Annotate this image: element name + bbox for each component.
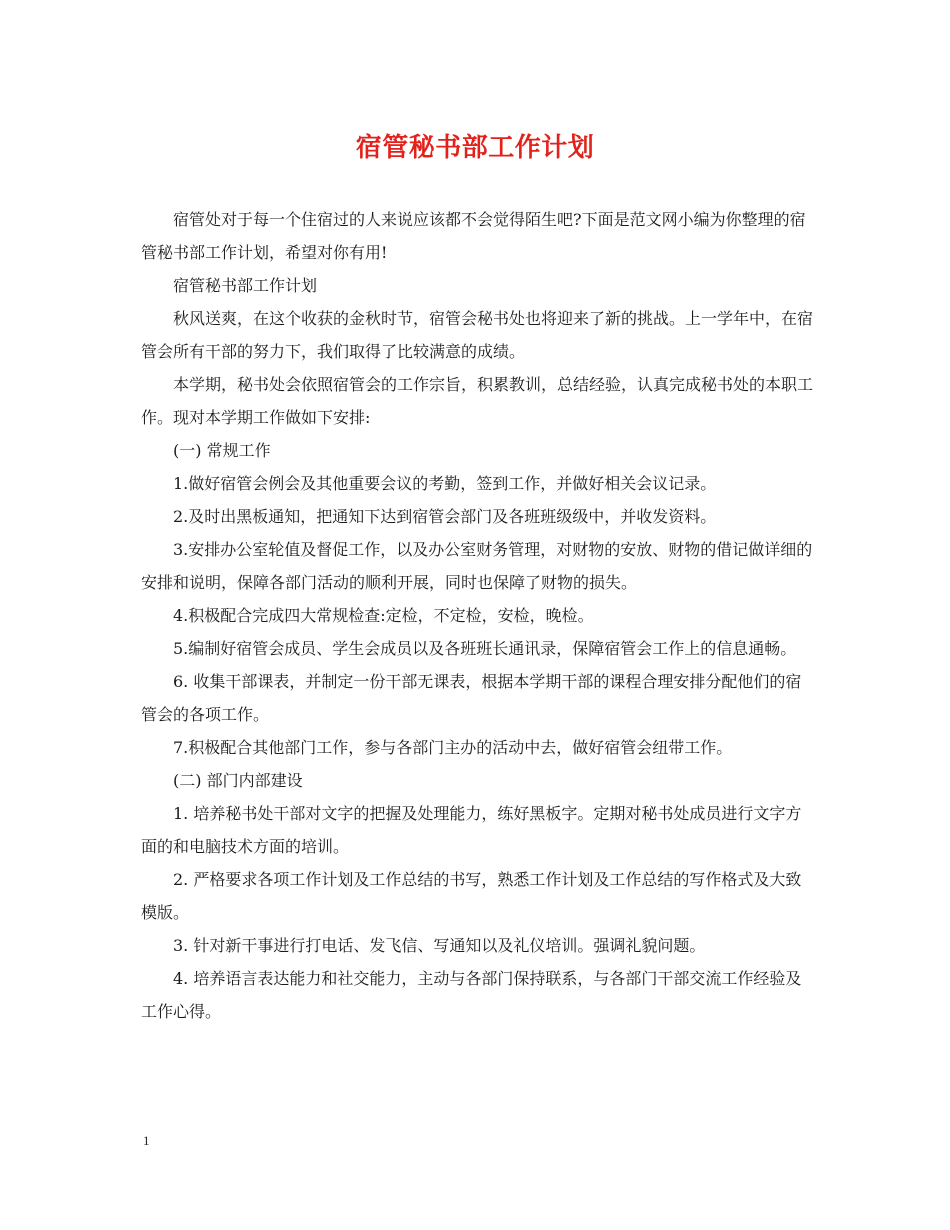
list-item: 4. 培养语言表达能力和社交能力，主动与各部门保持联系，与各部门干部交流工作经验及工作心得。 bbox=[141, 969, 802, 1021]
list-item: 1.做好宿管会例会及其他重要会议的考勤，签到工作，并做好相关会议记录。 bbox=[173, 474, 717, 493]
section-heading: (一) 常规工作 bbox=[173, 441, 271, 460]
list-item: 7.积极配合其他部门工作，参与各部门主办的活动中去，做好宿管会纽带工作。 bbox=[173, 738, 733, 757]
list-item: 3.安排办公室轮值及督促工作，以及办公室财务管理，对财物的安放、财物的借记做详细的安排和说明，保障各部门活动的顺利开展，同时也保障了财物的损失。 bbox=[141, 540, 813, 592]
list-item: 1. 培养秘书处干部对文字的把握及处理能力，练好黑板字。定期对秘书处成员进行文字方面的和电脑技术方面的培训。 bbox=[141, 804, 802, 856]
list-item: 6. 收集干部课表，并制定一份干部无课表，根据本学期干部的课程合理安排分配他们的宿管会的各项工作。 bbox=[141, 672, 802, 724]
paragraph: 宿管秘书部工作计划 bbox=[173, 276, 318, 295]
section-heading: (二) 部门内部建设 bbox=[173, 771, 303, 790]
list-item: 3. 针对新干事进行打电话、发飞信、写通知以及礼仪培训。强调礼貌问题。 bbox=[173, 936, 706, 955]
document-title: 宿管秘书部工作计划 bbox=[355, 133, 595, 163]
document-body bbox=[141, 203, 817, 1028]
paragraph: 本学期，秘书处会依照宿管会的工作宗旨，积累教训，总结经验，认真完成秘书处的本职工作。现对本学期工作做如下安排: bbox=[141, 375, 814, 427]
paragraph: 宿管处对于每一个住宿过的人来说应该都不会觉得陌生吧?下面是范文网小编为你整理的宿管秘书部工作计划，希望对你有用! bbox=[141, 210, 806, 262]
list-item: 2.及时出黑板通知，把通知下达到宿管会部门及各班班级级中，并收发资料。 bbox=[173, 507, 717, 526]
list-item: 2. 严格要求各项工作计划及工作总结的书写，熟悉工作计划及工作总结的写作格式及大致模版。 bbox=[141, 870, 802, 922]
paragraph: 秋风送爽，在这个收获的金秋时节，宿管会秘书处也将迎来了新的挑战。上一学年中，在宿管会所有干部的努力下，我们取得了比较满意的成绩。 bbox=[141, 309, 814, 361]
list-item: 5.编制好宿管会成员、学生会成员以及各班班长通讯录，保障宿管会工作上的信息通畅。 bbox=[173, 639, 797, 658]
page-number: 1 bbox=[143, 1133, 150, 1148]
list-item: 4.积极配合完成四大常规检查:定检，不定检，安检，晚检。 bbox=[173, 606, 594, 625]
